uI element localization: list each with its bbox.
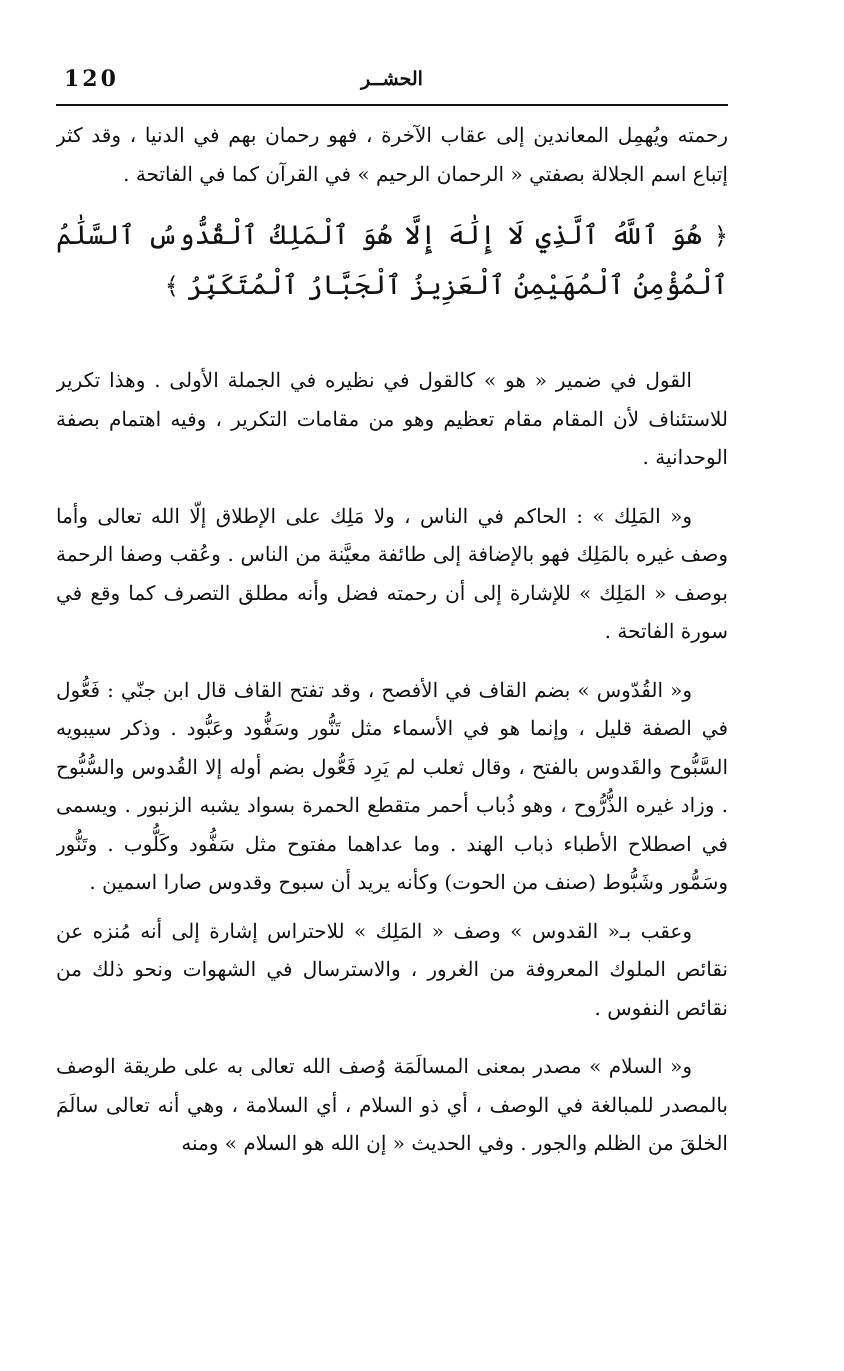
page-header [56,60,728,106]
paragraph-malik: و« المَلِك » : الحاكم في الناس ، ولا مَلِك على الإطلاق إلّا الله تعالى وأما وصف غيره بالمَلِك فهو بالإضافة إلى طائفة معيَّنة من الناس . وعُقب وصفا الرحمة بوصف « المَلِك » للإشارة إلى أن رحمته فضل وأنه مطلق التصرف كما وقع في سورة الفاتحة . [56,503,728,643]
paragraph-quddus-sequence: وعقب بـ« القدوس » وصف « المَلِك » للاحتراس إشارة إلى أنه مُنزه عن نقائص الملوك المعروفة من الغرور ، والاسترسال في الشهوات ونحو ذلك من نقائص النفوس . [56,918,728,1020]
paragraph-continuation: رحمته ويُهمِل المعاندين إلى عقاب الآخرة ، فهو رحمان بهم في الدنيا ، وقد كثر إتباع اسم الجلالة بصفتي « الرحمان الرحيم » في القرآن كما في الفاتحة . [56,123,728,186]
paragraph-salam: و« السلام » مصدر بمعنى المسالَمَة وُصف الله تعالى به على طريقة الوصف بالمصدر للمبالغة في الوصف ، أي ذو السلام ، أي السلامة ، وهي أنه تعالى سالَمَ الخلقَ من الظلم والجور . وفي الحديث « إن الله هو السلام » ومنه [56,1054,728,1155]
running-title: الحشــر [361,68,423,90]
verse-text: هُوَ ٱللَّهُ ٱلَّذِي لَا إِلَٰهَ إِلَّا هُوَ ٱلْمَلِكُ ٱلْقُدُّوسُ ٱلسَّلَٰمُ ٱلْمُؤْمِنُ ٱلْمُهَيْمِنُ ٱلْعَزِيزُ ٱلْجَبَّارُ ٱلْمُتَكَبِّرُ [56,220,728,301]
page-number: 120 [64,66,119,92]
book-page [56,60,728,1350]
verse-open-ornament-icon: ﴿ [713,222,728,250]
paragraph-huwa: القول في ضمير « هو » كالقول في نظيره في الجملة الأولى . وهذا تكرير للاستئناف لأن المقام مقام تعظيم وهو من مقامات التكرير ، وفيه اهتمام بصفة الوحدانية . [56,368,728,469]
verse-close-ornament-icon: ﴾ [164,272,179,300]
quran-verse [56,211,728,311]
paragraph-quddus: و« القُدّوس » بضم القاف في الأفصح ، وقد تفتح القاف قال ابن جنّي : فَعُّول في الصفة قليل ، وإنما هو في الأسماء مثل تَنُّور وسَفُّود وعَبُّود . وذكر سيبويه السَّبُّوح والقَدوس بالفتح ، وقال ثعلب لم يَرِد فَعُّول بضم أوله إلا القُدوس والسُّبُّوح . وزاد غيره الذُّرُّوح ، وهو ذُباب أحمر متقطع الحمرة بسواد يشبه الزنبور . ويسمى في اصطلاح الأطباء ذباب الهند . وما عداهما مفتوح مثل سَفُّود وكَلُّوب . وتَنُّور وسَمُّور وشَبُّوط (صنف من الحوت) وكأنه يريد أن سبوح وقدوس صارا اسمين . [56,677,728,894]
